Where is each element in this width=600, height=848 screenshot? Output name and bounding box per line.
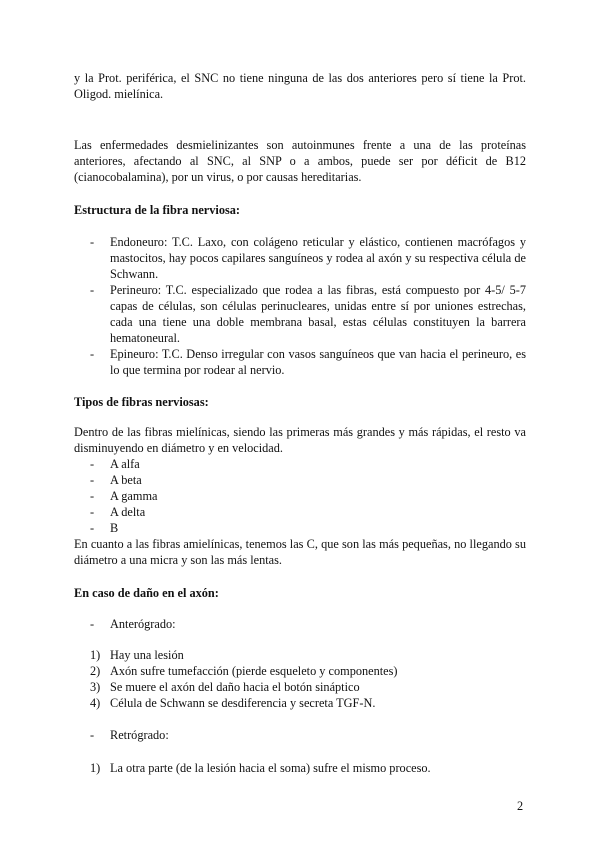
step-text: La otra parte (de la lesión hacia el soma) sufre el mismo proceso. <box>110 761 431 775</box>
step-text: Célula de Schwann se desdiferencia y secreta TGF-N. <box>110 696 376 710</box>
step-text: Se muere el axón del daño hacia el botón sináptico <box>110 680 360 694</box>
step-number: 1) <box>90 648 101 662</box>
step-number: 3) <box>90 680 101 694</box>
types-intro-paragraph: Dentro de las fibras mielínicas, siendo las primeras más grandes y más rápidas, el resto va disminuyendo en diámetro y en velocidad. <box>74 425 526 455</box>
list-marker: - <box>90 283 95 297</box>
step-number: 1) <box>90 761 101 775</box>
list-item-text: Endoneuro: T.C. Laxo, con colágeno reticular y elástico, contienen macrófagos y mastocitos, hay pocos capilares sanguíneos y rodea al axón y su respectiva célula de Schwann. <box>110 235 526 281</box>
list-item-text: A gamma <box>110 489 158 503</box>
demyelinating-paragraph: Las enfermedades desmielinizantes son autoinmunes frente a una de las proteínas anteriores, afectando al SNC, al SNP o a ambos, puede ser por déficit de B12 (cianocobalamina), por un virus, o por causas hereditarias. <box>74 138 526 184</box>
retrograde-label: Retrógrado: <box>110 728 169 742</box>
structure-heading: Estructura de la fibra nerviosa: <box>74 203 240 217</box>
step-text: Hay una lesión <box>110 648 184 662</box>
list-marker: - <box>90 728 95 742</box>
page-number: 2 <box>517 799 524 813</box>
list-marker: - <box>90 489 95 503</box>
step-text: Axón sufre tumefacción (pierde esqueleto y componentes) <box>110 664 398 678</box>
list-item-text: Perineuro: T.C. especializado que rodea a las fibras, está compuesto por 4-5/ 5-7 capas de células, son células perinucleares, unidas entre sí por uniones estrechas, cada una tiene una doble membrana basal, estas células constituyen la barrera hematoneural. <box>110 283 526 345</box>
list-marker: - <box>90 235 95 249</box>
list-marker: - <box>90 521 95 535</box>
list-item-text: B <box>110 521 119 535</box>
types-heading: Tipos de fibras nerviosas: <box>74 395 209 409</box>
list-marker: - <box>90 505 95 519</box>
step-number: 2) <box>90 664 101 678</box>
list-marker: - <box>90 617 95 631</box>
list-marker: - <box>90 457 95 471</box>
list-item-text: A delta <box>110 505 146 519</box>
list-marker: - <box>90 473 95 487</box>
list-marker: - <box>90 347 95 361</box>
damage-heading: En caso de daño en el axón: <box>74 586 219 600</box>
intro-paragraph: y la Prot. periférica, el SNC no tiene ninguna de las dos anteriores pero sí tiene la Prot. Oligod. mielínica. <box>74 71 526 101</box>
list-item-text: Epineuro: T.C. Denso irregular con vasos sanguíneos que van hacia el perineuro, es lo que termina por rodear al nervio. <box>110 347 526 377</box>
types-outro-paragraph: En cuanto a las fibras amielínicas, tenemos las C, que son las más pequeñas, no llegando su diámetro a una micra y son las más lentas. <box>74 537 526 567</box>
anterograde-label: Anterógrado: <box>110 617 176 631</box>
list-item-text: A alfa <box>110 457 140 471</box>
step-number: 4) <box>90 696 101 710</box>
list-item-text: A beta <box>110 473 142 487</box>
